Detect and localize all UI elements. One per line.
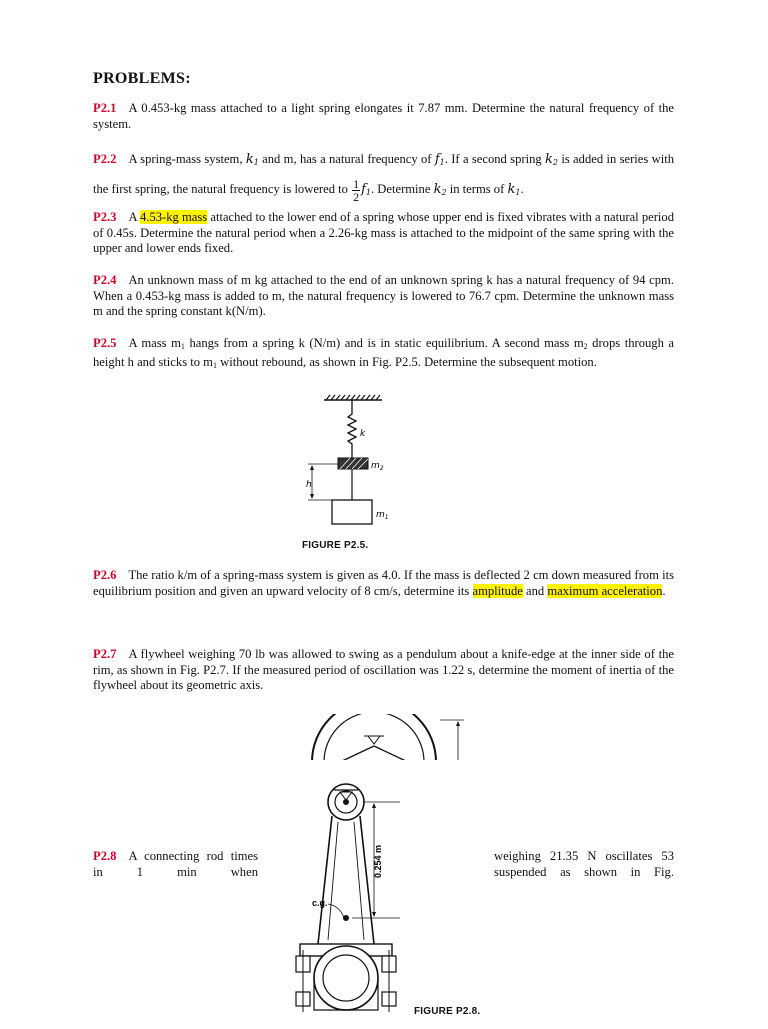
math-k1: $k_1$ [245, 152, 259, 167]
problem-text: is added in series with the first spring, the natural frequency is lowered to [93, 152, 674, 196]
problem-2-5: P2.5 A mass $m_1$ hangs from a spring k (N/m) and is in static equilibrium. A second mass $m_2$ drops through a height h and sticks to $m_1$ without rebound, as shown in Fig. P2.5. Determine the subsequent motion. [93, 336, 675, 370]
problem-text: . Determine [371, 182, 434, 196]
problem-number: P2.2 [93, 152, 117, 166]
problem-text: An unknown mass of m kg attached to the end of an unknown spring k has a natural frequency of 94 cpm. When a 0.453-kg mass is added to m, the natural frequency is lowered to 76.7 cpm. Determine the unknown mass m and the spring constant k(N/m). [93, 273, 674, 318]
problem-number: P2.6 [93, 568, 117, 582]
highlighted-text: 4.53-kg mass [140, 210, 208, 224]
problem-text: and m, has a natural frequency of [258, 152, 435, 166]
figure-caption: FIGURE P2.5. [302, 540, 369, 551]
problem-text: . [662, 583, 666, 598]
problem-text: A 0.453-kg mass attached to a light spring elongates it 7.87 mm. Determine the natural frequency of the system. [93, 101, 674, 131]
page-heading: PROBLEMS: [93, 70, 191, 87]
problem-text: weighing 21.35 N oscillates 53 suspended as shown in Fig. [494, 849, 674, 879]
highlighted-text: maximum acceleration [547, 583, 663, 598]
math-f1: $f_1$ [361, 182, 371, 197]
label-k: k [360, 429, 366, 439]
connecting-rod-diagram [270, 760, 482, 1024]
problem-text: drops through a height h and sticks to m [93, 336, 675, 369]
problem-text: A connecting rod times in 1 min when [93, 849, 258, 879]
fraction-one-half: $\frac{1}{2}$ [353, 176, 360, 204]
math-f1: $f_1$ [434, 152, 445, 167]
problem-2-3 [93, 210, 674, 257]
problem-2-6 [93, 568, 674, 599]
problem-2-8-left [93, 849, 258, 880]
problem-text: in terms of [446, 182, 508, 196]
problem-text: A flywheel weighing 70 lb was allowed to swing as a pendulum about a knife-edge at the inner side of the rim, as shown in Fig. P2.7. If the measured period of oscillation was 1.22 s, determine the moment of inertia of the flywheel about its geometric axis. [93, 647, 674, 692]
problem-2-1 [93, 101, 674, 132]
highlighted-text: amplitude [472, 583, 523, 598]
problem-text: A [128, 210, 141, 224]
figure-p2-7-flywheel [298, 714, 468, 764]
figure-p2-5 [286, 386, 406, 556]
problem-2-8-right [494, 849, 674, 880]
problem-text: . If a second spring [444, 152, 545, 166]
figure-caption: FIGURE P2.8. [414, 1006, 481, 1017]
problem-number: P2.1 [93, 101, 117, 115]
problem-text: A mass m [128, 336, 181, 350]
problem-text: . [520, 182, 524, 196]
problem-2-7 [93, 647, 674, 694]
label-h: h [306, 480, 312, 490]
problem-number: P2.8 [93, 849, 117, 863]
problem-number: P2.7 [93, 647, 117, 661]
problem-number: P2.3 [93, 210, 117, 224]
cg-label: c.g. [312, 898, 328, 908]
label-m1: $m_1$ [376, 510, 389, 521]
figure-p2-8 [270, 760, 482, 1024]
problem-2-4 [93, 273, 674, 320]
math-k2: $k_2$ [433, 182, 447, 197]
problem-number: P2.4 [93, 273, 117, 287]
spring-mass-diagram [286, 386, 406, 556]
problem-text: without rebound, as shown in Fig. P2.5. Determine the subsequent motion. [216, 354, 597, 369]
dimension-label: 0.254 m [373, 844, 383, 878]
problem-text: hangs from a spring k (N/m) and is in static equilibrium. A second mass m [184, 336, 584, 350]
problem-text: A spring-mass system, [128, 152, 246, 166]
math-k1: $k_1$ [507, 182, 521, 197]
problem-text: and [522, 583, 548, 598]
problem-2-2 [93, 146, 674, 206]
problem-text: attached to the lower end of a spring whose upper end is fixed vibrates with a natural period of 0.45s. Determine the natural period when a 2.26-kg mass is attached to the midpoint of the same spring with the upper and lower ends fixed. [93, 210, 674, 255]
label-m2: $m_2$ [371, 461, 384, 472]
problem-text: The ratio k/m of a spring-mass system is given as 4.0. If the mass is deflected 2 cm down measured from its equilibrium position and given an upward velocity of 8 cm/s, determine its [93, 568, 674, 598]
problem-number: P2.5 [93, 336, 117, 350]
math-k2: $k_2$ [545, 152, 558, 167]
